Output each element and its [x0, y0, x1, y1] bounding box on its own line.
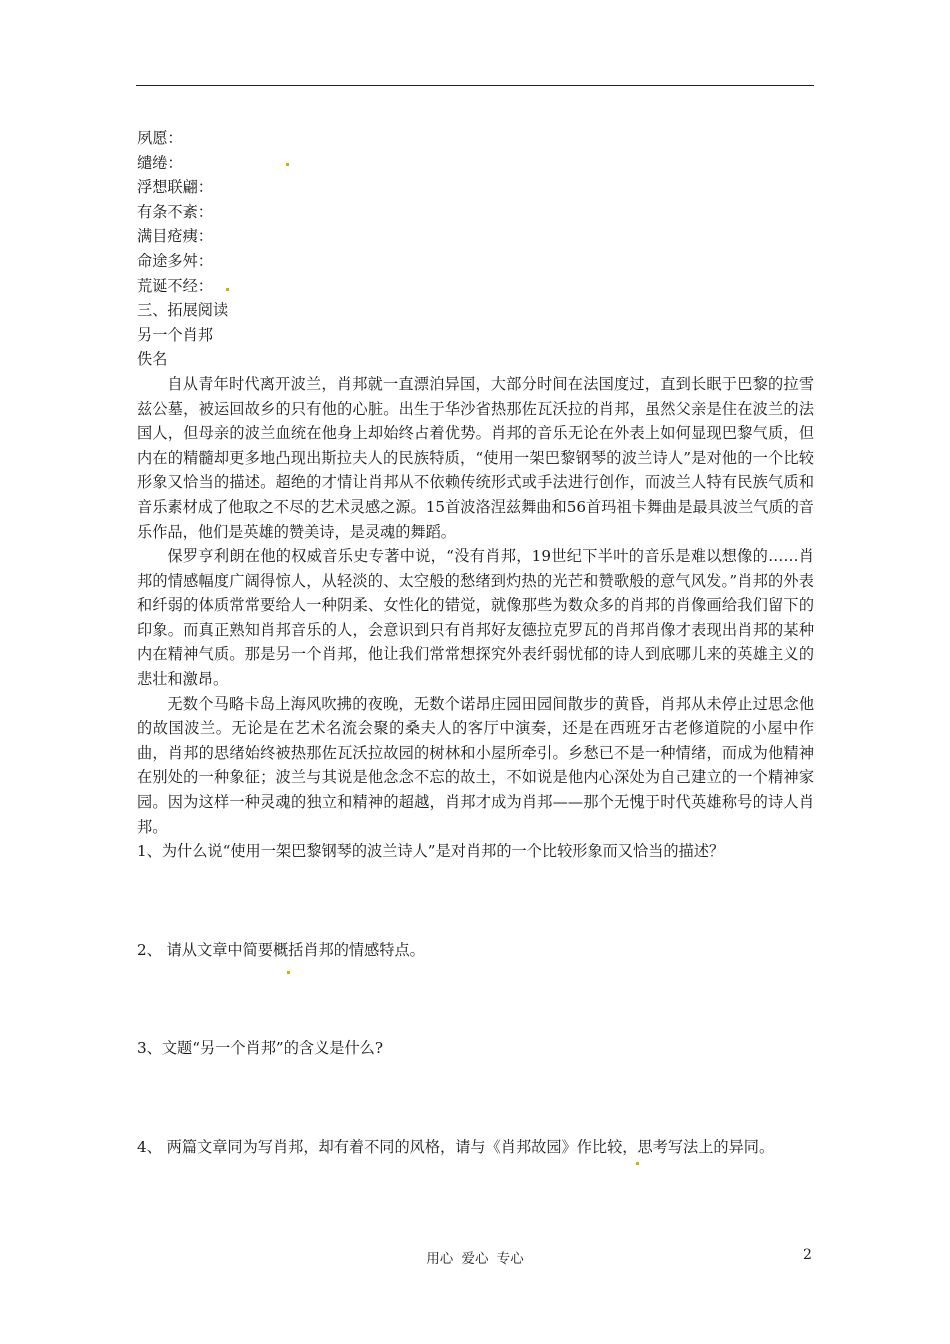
marker-dot	[636, 1162, 639, 1165]
marker-dot	[286, 163, 289, 166]
question: 2、 请从文章中简要概括肖邦的情感特点。	[137, 940, 425, 959]
vocab-term: 荒诞不经：	[137, 276, 213, 295]
article-paragraph: 保罗亨利朗在他的权威音乐史专著中说，“没有肖邦，19世纪下半叶的音乐是难以想像的……肖邦的情感幅度广阔得惊人，从轻淡的、太空般的愁绪到灼热的光芒和赞歌般的意气风发。”肖邦的外表和纤弱的体质常常要给人一种阴柔、女性化的错觉，就像那些为数众多的肖邦的肖像画给我们留下的印象。而真正熟知肖邦音乐的人，会意识到只有肖邦好友德拉克罗瓦的肖邦肖像才表现出肖邦的某种内在精神气质。那是另一个肖邦，他让我们常常想探究外表纤弱忧郁的诗人到底哪儿来的英雄主义的悲壮和激昂。	[137, 547, 814, 689]
vocab-term: 满目疮痍：	[137, 227, 213, 246]
vocab-term: 缱绻：	[137, 153, 183, 172]
page-body	[137, 126, 814, 1160]
marker-dot	[287, 971, 290, 974]
header-rule	[136, 85, 814, 86]
question: 3、文题“另一个肖邦”的含义是什么?	[137, 1039, 383, 1058]
question: 4、 两篇文章同为写肖邦，却有着不同的风格，请与《肖邦故园》作比较，思考写法上的异同。	[137, 1138, 775, 1156]
footer-slogan: 用心 爱心 专心	[426, 1251, 524, 1267]
question: 1、为什么说“使用一架巴黎钢琴的波兰诗人”是对肖邦的一个比较形象而又恰当的描述？	[137, 842, 725, 861]
section-heading: 三、拓展阅读	[137, 301, 229, 320]
vocab-term: 浮想联翩：	[137, 178, 213, 197]
vocab-term: 命途多舛：	[137, 251, 213, 270]
vocab-term: 有条不紊：	[137, 202, 213, 221]
marker-dot	[226, 288, 229, 291]
article-paragraph: 无数个马略卡岛上海风吹拂的夜晚，无数个诺昂庄园田园间散步的黄昏，肖邦从未停止过思念他的故国波兰。无论是在艺术名流会聚的桑夫人的客厅中演奏，还是在西班牙古老修道院的小屋中作曲，肖邦的思绪始终被热那佐瓦沃拉故园的树林和小屋所牵引。乡愁已不是一种情绪，而成为他精神在别处的一种象征；波兰与其说是他念念不忘的故土，不如说是他内心深处为自己建立的一个精神家园。因为这样一种灵魂的独立和精神的超越，肖邦才成为肖邦——那个无愧于时代英雄称号的诗人肖邦。	[137, 694, 814, 836]
article-paragraph: 自从青年时代离开波兰，肖邦就一直漂泊异国，大部分时间在法国度过，直到长眠于巴黎的拉雪兹公墓，被运回故乡的只有他的心脏。出生于华沙省热那佐瓦沃拉的肖邦，虽然父亲是住在波兰的法国人，但母亲的波兰血统在他身上却始终占着优势。肖邦的音乐无论在外表上如何显现巴黎气质，但内在的精髓却更多地凸现出斯拉夫人的民族特质，“使用一架巴黎钢琴的波兰诗人”是对他的一个比较形象又恰当的描述。超绝的才情让肖邦从不依赖传统形式或手法进行创作，而波兰人特有民族气质和音乐素材成了他取之不尽的艺术灵感之源。15首波洛涅兹舞曲和56首玛祖卡舞曲是最具波兰气质的音乐作品，他们是英雄的赞美诗，是灵魂的舞蹈。	[137, 374, 814, 541]
page-number: 2	[803, 1247, 812, 1263]
article-author: 佚名	[137, 350, 168, 369]
article-title: 另一个肖邦	[137, 325, 213, 344]
vocab-term: 夙愿：	[137, 129, 183, 147]
